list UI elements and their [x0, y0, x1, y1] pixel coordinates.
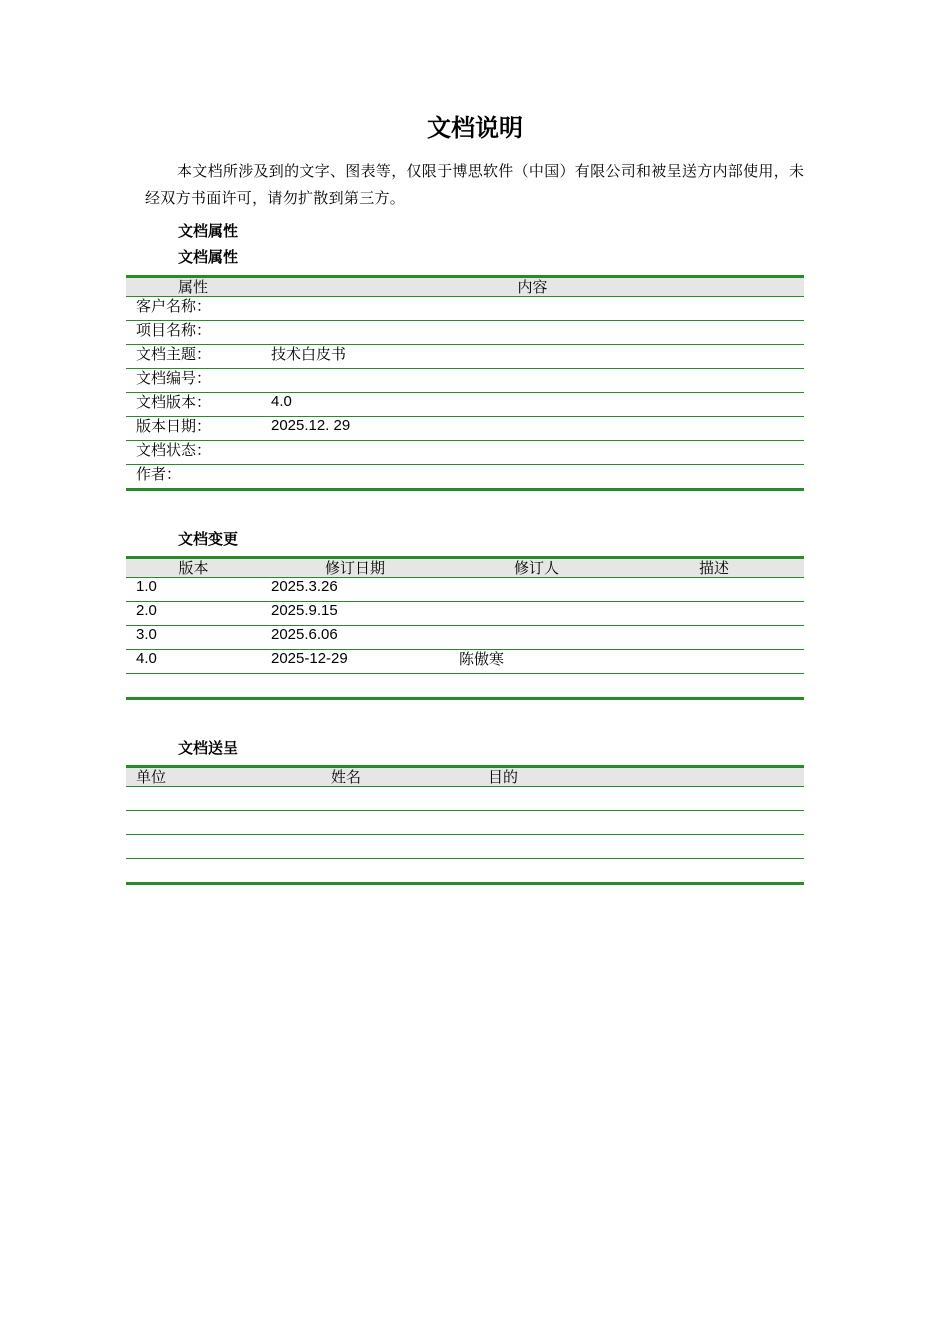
- delivery-name: [331, 835, 483, 859]
- delivery-unit: [126, 811, 331, 835]
- table-row: [126, 297, 804, 321]
- change-reviser: [449, 626, 624, 650]
- change-date: 2025.3.26: [261, 578, 449, 602]
- table-row: [126, 393, 804, 417]
- change-reviser: [449, 674, 624, 699]
- delivery-name: [331, 859, 483, 884]
- header-cell: 目的: [483, 767, 804, 787]
- change-description: [624, 578, 804, 602]
- property-label: 文档编号：: [126, 369, 261, 393]
- change-date: 2025-12-29: [261, 650, 449, 674]
- header-cell: 属性: [126, 277, 261, 297]
- property-label: 项目名称：: [126, 321, 261, 345]
- header-cell: 内容: [261, 277, 804, 297]
- property-value: 技术白皮书: [261, 345, 804, 369]
- delivery-purpose: [483, 859, 804, 884]
- table-row: [126, 602, 804, 626]
- change-description: [624, 674, 804, 699]
- table-row: [126, 465, 804, 490]
- property-label: 文档主题：: [126, 345, 261, 369]
- table-row: [126, 859, 804, 884]
- property-value: [261, 321, 804, 345]
- property-label: 版本日期：: [126, 417, 261, 441]
- delivery-name: [331, 811, 483, 835]
- table-row: [126, 321, 804, 345]
- property-label: 作者：: [126, 465, 261, 490]
- table-row: [126, 578, 804, 602]
- table-row: [126, 345, 804, 369]
- header-cell: 版本: [126, 558, 261, 578]
- property-value: 2025.12. 29: [261, 417, 804, 441]
- change-date: [261, 674, 449, 699]
- properties-heading: 文档属性: [178, 222, 239, 240]
- table-header-row: [126, 767, 804, 787]
- properties-table: [126, 275, 804, 491]
- header-cell: 修订人: [449, 558, 624, 578]
- delivery-table: [126, 765, 804, 885]
- change-reviser: [449, 578, 624, 602]
- table-header-row: [126, 277, 804, 297]
- change-version: 3.0: [126, 626, 261, 650]
- property-value: [261, 369, 804, 393]
- change-version: 2.0: [126, 602, 261, 626]
- header-cell: 姓名: [331, 767, 483, 787]
- page-title: 文档说明: [427, 114, 523, 142]
- change-reviser: 陈傲寒: [449, 650, 624, 674]
- header-cell: 单位: [126, 767, 331, 787]
- changes-table: [126, 556, 804, 700]
- table-row: [126, 626, 804, 650]
- change-version: [126, 674, 261, 699]
- change-description: [624, 626, 804, 650]
- change-version: 1.0: [126, 578, 261, 602]
- delivery-name: [331, 787, 483, 811]
- table-row: [126, 835, 804, 859]
- properties-table-caption: 文档属性: [178, 248, 239, 266]
- delivery-purpose: [483, 787, 804, 811]
- delivery-unit: [126, 835, 331, 859]
- delivery-purpose: [483, 811, 804, 835]
- table-row: [126, 650, 804, 674]
- property-label: 文档状态：: [126, 441, 261, 465]
- property-value: 4.0: [261, 393, 804, 417]
- change-description: [624, 650, 804, 674]
- delivery-heading: 文档送呈: [178, 739, 239, 757]
- change-description: [624, 602, 804, 626]
- table-row: [126, 674, 804, 699]
- table-row: [126, 417, 804, 441]
- property-label: 文档版本：: [126, 393, 261, 417]
- property-value: [261, 465, 804, 490]
- property-value: [261, 441, 804, 465]
- property-label: 客户名称：: [126, 297, 261, 321]
- table-header-row: [126, 558, 804, 578]
- intro-paragraph: 本文档所涉及到的文字、图表等，仅限于博思软件（中国）有限公司和被呈送方内部使用，未经双方书面许可，请勿扩散到第三方。: [145, 162, 805, 207]
- delivery-unit: [126, 859, 331, 884]
- delivery-purpose: [483, 835, 804, 859]
- table-row: [126, 811, 804, 835]
- change-version: 4.0: [126, 650, 261, 674]
- table-row: [126, 787, 804, 811]
- property-value: [261, 297, 804, 321]
- header-cell: 描述: [624, 558, 804, 578]
- change-date: 2025.9.15: [261, 602, 449, 626]
- delivery-unit: [126, 787, 331, 811]
- change-reviser: [449, 602, 624, 626]
- table-row: [126, 441, 804, 465]
- header-cell: 修订日期: [261, 558, 449, 578]
- table-row: [126, 369, 804, 393]
- change-date: 2025.6.06: [261, 626, 449, 650]
- changes-heading: 文档变更: [178, 530, 239, 548]
